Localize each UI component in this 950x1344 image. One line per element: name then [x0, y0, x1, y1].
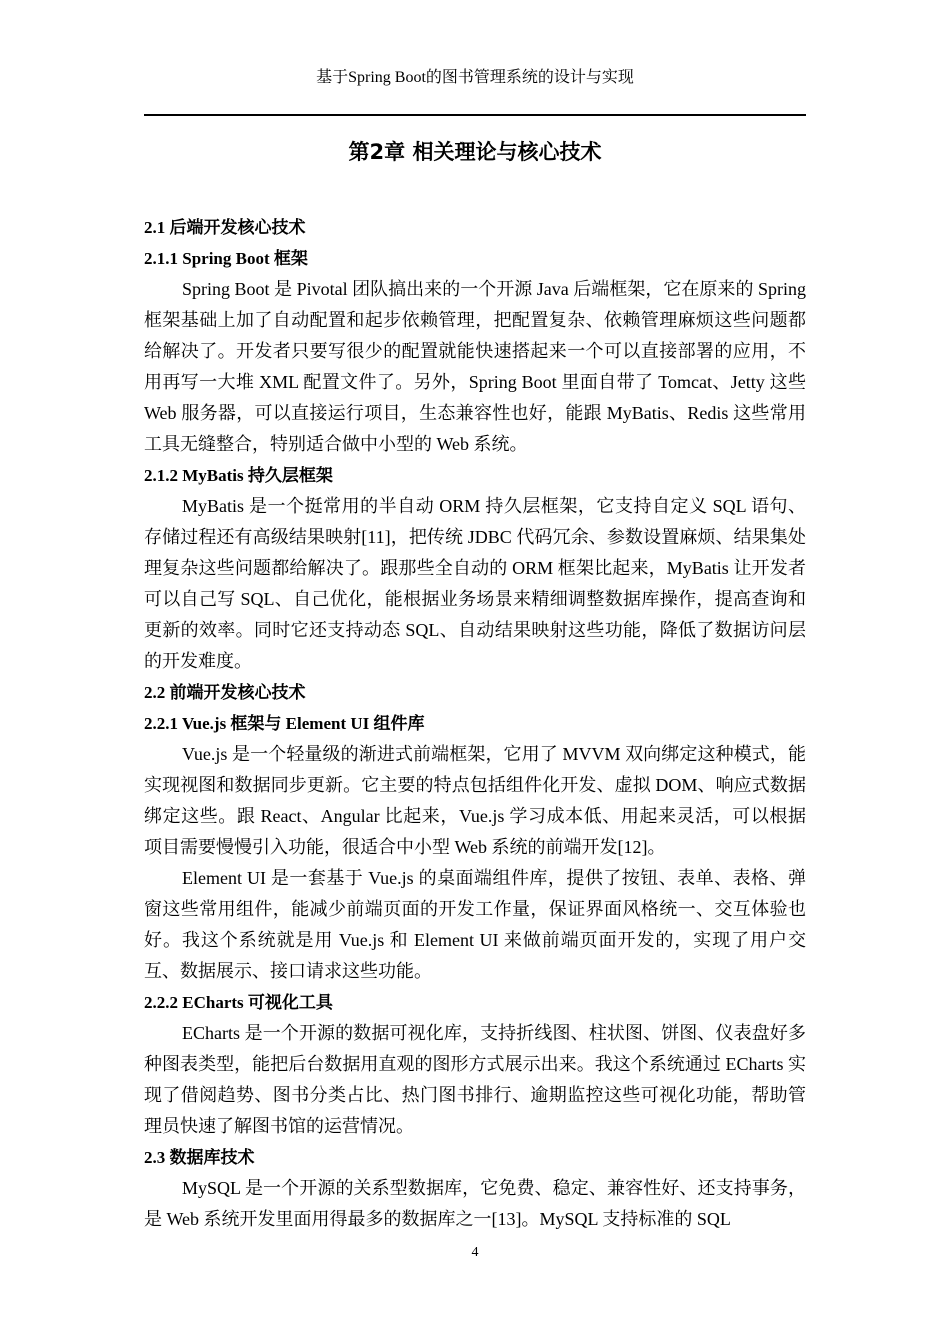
page-number: 4: [471, 1245, 479, 1260]
section-heading-2-1-1: 2.1.1 Spring Boot 框架: [144, 249, 308, 268]
paragraph-element-ui: Element UI 是一套基于 Vue.js 的桌面端组件库，提供了按钮、表单、表格、弹窗这些常用组件，能减少前端页面的开发工作量，保证界面风格统一、交互体验也好。我这个系统就是用 Vue.js 和 Element UI 来做前端页面开发的，实现了用户交互、数据展示、接口请求这些功能。: [144, 868, 806, 981]
section-heading-2-2-2: 2.2.2 ECharts 可视化工具: [144, 993, 333, 1012]
section-heading-2-1-2: 2.1.2 MyBatis 持久层框架: [144, 466, 333, 485]
section-heading-2-1: 2.1 后端开发核心技术: [144, 218, 306, 237]
section-heading-2-2: 2.2 前端开发核心技术: [144, 683, 306, 702]
section-heading-2-3: 2.3 数据库技术: [144, 1148, 255, 1167]
chapter-title: 第2章 相关理论与核心技术: [348, 140, 602, 164]
paragraph-echarts: ECharts 是一个开源的数据可视化库，支持折线图、柱状图、饼图、仪表盘好多种图表类型，能把后台数据用直观的图形方式展示出来。我这个系统通过 ECharts 实现了借阅趋势、图书分类占比、热门图书排行、逾期监控这些可视化功能，帮助管理员快速了解图书馆的运营情况。: [144, 1023, 806, 1136]
running-header: 基于Spring Boot的图书管理系统的设计与实现: [316, 69, 634, 86]
paragraph-mybatis: MyBatis 是一个挺常用的半自动 ORM 持久层框架，它支持自定义 SQL 语句、存储过程还有高级结果映射[11]，把传统 JDBC 代码冗余、参数设置麻烦、结果集处理复杂这些问题都给解决了。跟那些全自动的 ORM 框架比起来，MyBatis 让开发者可以自己写 SQL、自己优化，能根据业务场景来精细调整数据库操作，提高查询和更新的效率。同时它还支持动态 SQL、自动结果映射这些功能，降低了数据访问层的开发难度。: [144, 496, 806, 671]
paragraph-vuejs: Vue.js 是一个轻量级的渐进式前端框架，它用了 MVVM 双向绑定这种模式，能实现视图和数据同步更新。它主要的特点包括组件化开发、虚拟 DOM、响应式数据绑定这些。跟 React、Angular 比起来，Vue.js 学习成本低、用起来灵活，可以根据项目需要慢慢引入功能，很适合中小型 Web 系统的前端开发[12]。: [144, 744, 806, 857]
header-rule: [144, 114, 806, 116]
paragraph-mysql: MySQL 是一个开源的关系型数据库，它免费、稳定、兼容性好、还支持事务，是 Web 系统开发里面用得最多的数据库之一[13]。MySQL 支持标准的 SQL: [144, 1178, 806, 1229]
paragraph-spring-boot: Spring Boot 是 Pivotal 团队搞出来的一个开源 Java 后端框架，它在原来的 Spring 框架基础上加了自动配置和起步依赖管理，把配置复杂、依赖管理麻烦这些问题都给解决了。开发者只要写很少的配置就能快速搭起来一个可以直接部署的应用，不用再写一大堆 XML 配置文件了。另外，Spring Boot 里面自带了 Tomcat、Jetty 这些 Web 服务器，可以直接运行项目，生态兼容性也好，能跟 MyBatis、Redis 这些常用工具无缝整合，特别适合做中小型的 Web 系统。: [144, 279, 806, 454]
document-body: [144, 212, 806, 1235]
section-heading-2-2-1: 2.2.1 Vue.js 框架与 Element UI 组件库: [144, 714, 425, 733]
